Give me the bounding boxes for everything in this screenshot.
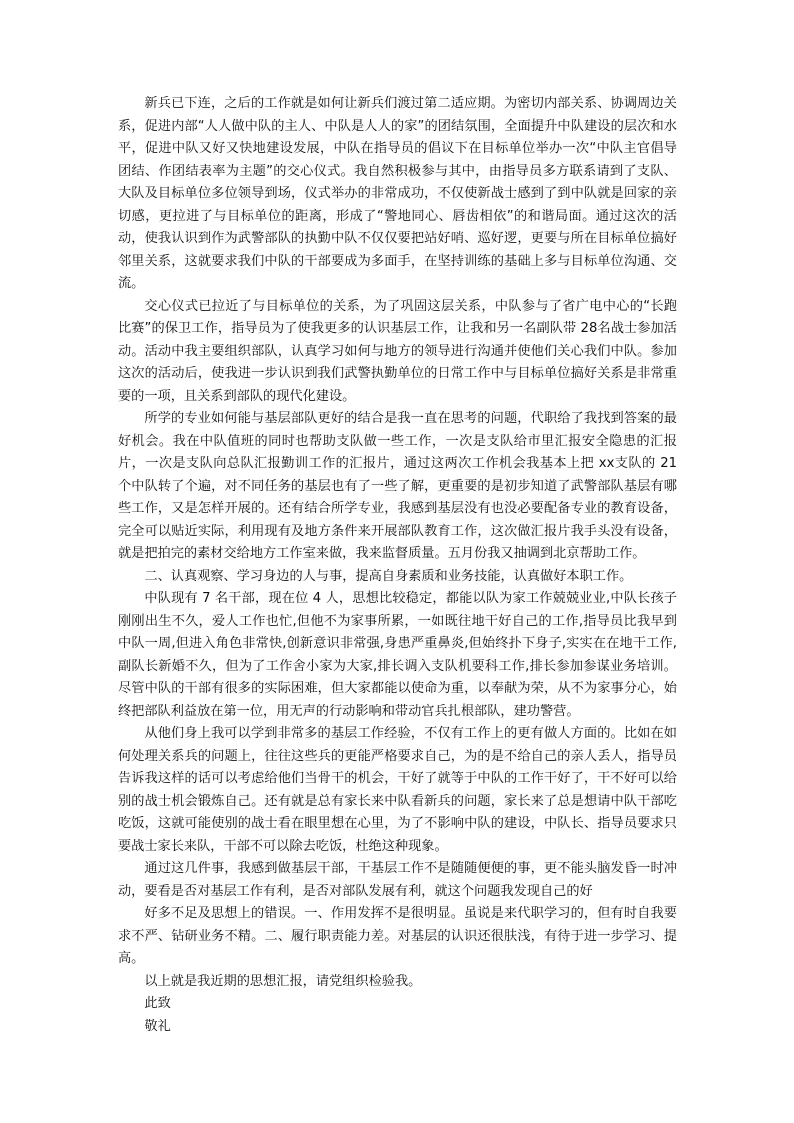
paragraph-4: 中队现有 7 名干部，现在位 4 人，思想比较稳定，都能以队为家工作兢兢业业,中队长孩子刚刚出生不久，爱人工作也忙,但他不为家事所累，一如既往地干好自己的工作,指导员比我早到中队一周,但进入角色非常快,创新意识非常强,身患严重鼻炎,但始终扑下身子,实实在在地干工作,副队长新婚不久，但为了工作舍小家为大家,排长调入支队机要科工作,排长参加参谋业务培训。尽管中队的干部有很多的实际困难，但大家都能以使命为重，以奉献为荣，从不为家事分心，始终把部队利益放在第一位，用无声的行动影响和带动官兵扎根部队，建功警营。 [118,591,677,719]
paragraph-8: 以上就是我近期的思想汇报，请党组织检验我。 [144,973,422,989]
closing-salutation: 此致 [144,996,171,1011]
paragraph-1: 新兵已下连，之后的工作就是如何让新兵们渡过第二适应期。为密切内部关系、协调周边关系，促进内部“人人做中队的主人、中队是人人的家”的团结氛围，全面提升中队建设的层次和水平，促进中队又好又快地建设发展，中队在指导员的倡议下在目标单位举办一次“中队主官倡导团结、作团结表率为主题”的交心仪式。我自然积极参与其中，由指导员多方联系请到了支队、大队及目标单位多位领导到场，仪式举办的非常成功，不仅使新战士感到了到中队就是回家的亲切感，更拉进了与目标单位的距离，形成了“警地同心、唇齿相依”的和谐局面。通过这次的活动，使我认识到作为武警部队的执勤中队不仅仅要把站好哨、巡好逻，更要与所在目标单位搞好邻里关系，这就要求我们中队的干部要成为多面手，在坚持训练的基础上多与目标单位沟通、交流。 [118,96,677,291]
document-body [118,93,677,1038]
paragraph-7: 好多不足及思想上的错误。一、作用发挥不是很明显。虽说是来代职学习的，但有时自我要求不严、钻研业务不精。二、履行职责能力差。对基层的认识还很肤浅，有待于进一步学习、提高。 [118,906,677,966]
paragraph-3: 所学的专业如何能与基层部队更好的结合是我一直在思考的问题，代职给了我找到答案的最好机会。我在中队值班的同时也帮助支队做一些工作，一次是支队给市里汇报安全隐患的汇报片，一次是支队向总队汇报勤训工作的汇报片，通过这两次工作机会我基本上把 xx支队的 21 个中队转了个遍，对不同任务的基层也有了一些了解，更重要的是初步知道了武警部队基层有哪些工作，又是怎样开展的。还有结合所学专业，我感到基层没有也没必要配备专业的教育设备，完全可以贴近实际，利用现有及地方条件来开展部队教育工作，这次做汇报片我手头没有设备，就是把拍完的素材交给地方工作室来做，我来监督质量。五月份我又抽调到北京帮助工作。 [118,411,677,561]
paragraph-2: 交心仪式已拉近了与目标单位的关系，为了巩固这层关系，中队参与了省广电中心的“长跑比赛”的保卫工作，指导员为了使我更多的认识基层工作，让我和另一名副队带 28名战士参加活动。活动中我主要组织部队，认真学习如何与地方的领导进行沟通并使他们关心我们中队。参加这次的活动后，使我进一步认识到我们武警执勤单位的日常工作中与目标单位搞好关系是非常重要的一项，且关系到部队的现代化建设。 [118,298,677,404]
closing-regards: 敬礼 [144,1018,171,1034]
paragraph-6: 通过这几件事，我感到做基层干部，干基层工作不是随随便便的事，更不能头脑发昏一时冲动，要看是否对基层工作有利，是否对部队发展有利，就这个问题我发现自己的好 [118,861,677,899]
paragraph-5: 从他们身上我可以学到非常多的基层工作经验，不仅有工作上的更有做人方面的。比如在如何处理关系兵的问题上，往往这些兵的更能严格要求自己，为的是不给自己的亲人丢人，指导员告诉我这样的话可以考虑给他们当骨干的机会，干好了就等于中队的工作干好了，干不好可以给别的战士机会锻炼自己。还有就是总有家长来中队看新兵的问题，家长来了总是想请中队干部吃吃饭，这就可能使别的战士看在眼里想在心里，为了不影响中队的建设，中队长、指导员要求只要战士家长来队，干部不可以除去吃饭，杜绝这种现象。 [118,726,677,854]
section-heading-2: 二、认真观察、学习身边的人与事，提高自身素质和业务技能，认真做好本职工作。 [144,568,633,584]
